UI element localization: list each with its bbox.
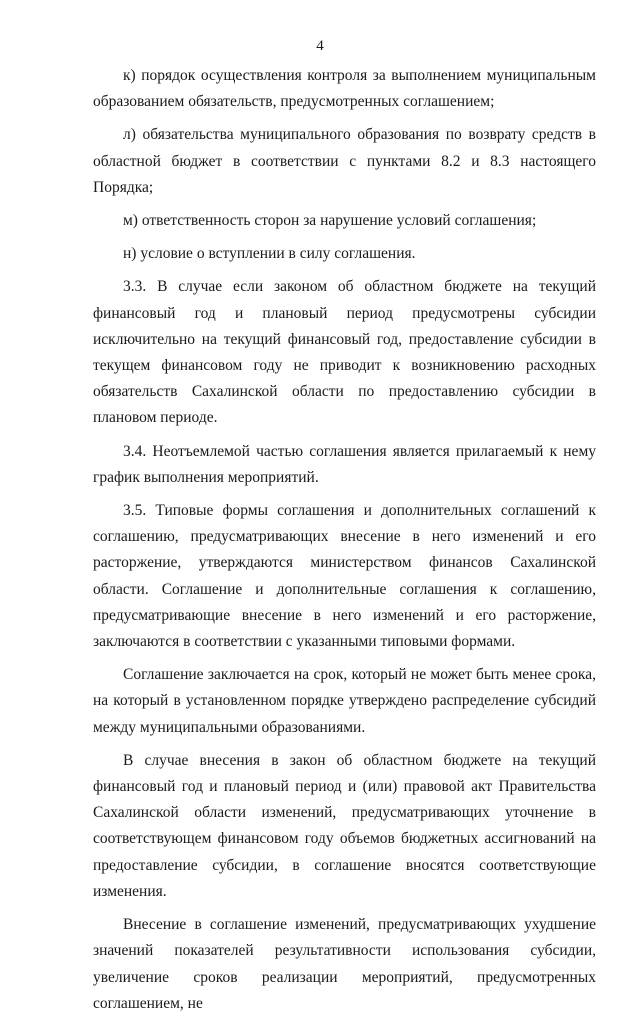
paragraph-3-5: 3.5. Типовые формы соглашения и дополнительных соглашений к соглашению, предусматривающих внесение в него изменений и его расторжение, утверждаются министерством финансов Сахалинской области. Соглашение и дополнительные соглашения к соглашению, предусматривающие внесение в него изменений и его расторжение, заключаются в соответствии с указанными типовыми формами. xyxy=(93,502,596,651)
paragraph-budget-changes: В случае внесения в закон об областном бюджете на текущий финансовый год и плановый период и (или) правовой акт Правительства Сахалинской области изменений, предусматривающих уточнение в соответствующем финансовом году объемов бюджетных ассигнований на предоставление субсидии, в соглашение вносятся соответствующие изменения. xyxy=(93,751,596,900)
paragraph-3-4: 3.4. Неотъемлемой частью соглашения является прилагаемый к нему график выполнения мероприятий. xyxy=(93,442,596,486)
paragraph-m: м) ответственность сторон за нарушение условий соглашения; xyxy=(123,212,537,230)
paragraph-k: к) порядок осуществления контроля за выполнением муниципальным образованием обязательств, предусмотренных соглашением; xyxy=(93,67,596,111)
paragraph-agreement-term: Соглашение заключается на срок, который не может быть менее срока, на который в установленном порядке утверждено распределение субсидий между муниципальными образованиями. xyxy=(93,666,596,736)
paragraph-3-3: 3.3. В случае если законом об областном бюджете на текущий финансовый год и плановый период предусмотрены субсидии исключительно на текущий финансовый год, предоставление субсидии в текущем финансовом году не приводит к возникновению расходных обязательств Сахалинской области по предоставлению субсидии в плановом периоде. xyxy=(93,278,596,427)
paragraph-n: н) условие о вступлении в силу соглашения. xyxy=(123,245,416,263)
paragraph-l: л) обязательства муниципального образования по возврату средств в областной бюджет в соответствии с пунктами 8.2 и 8.3 настоящего Порядка; xyxy=(93,126,596,196)
paragraph-amendments: Внесение в соглашение изменений, предусматривающих ухудшение значений показателей результативности использования субсидии, увеличение сроков реализации мероприятий, предусмотренных соглашением, не xyxy=(93,916,596,1012)
page-number: 4 xyxy=(316,38,324,54)
document-body xyxy=(93,63,596,1017)
